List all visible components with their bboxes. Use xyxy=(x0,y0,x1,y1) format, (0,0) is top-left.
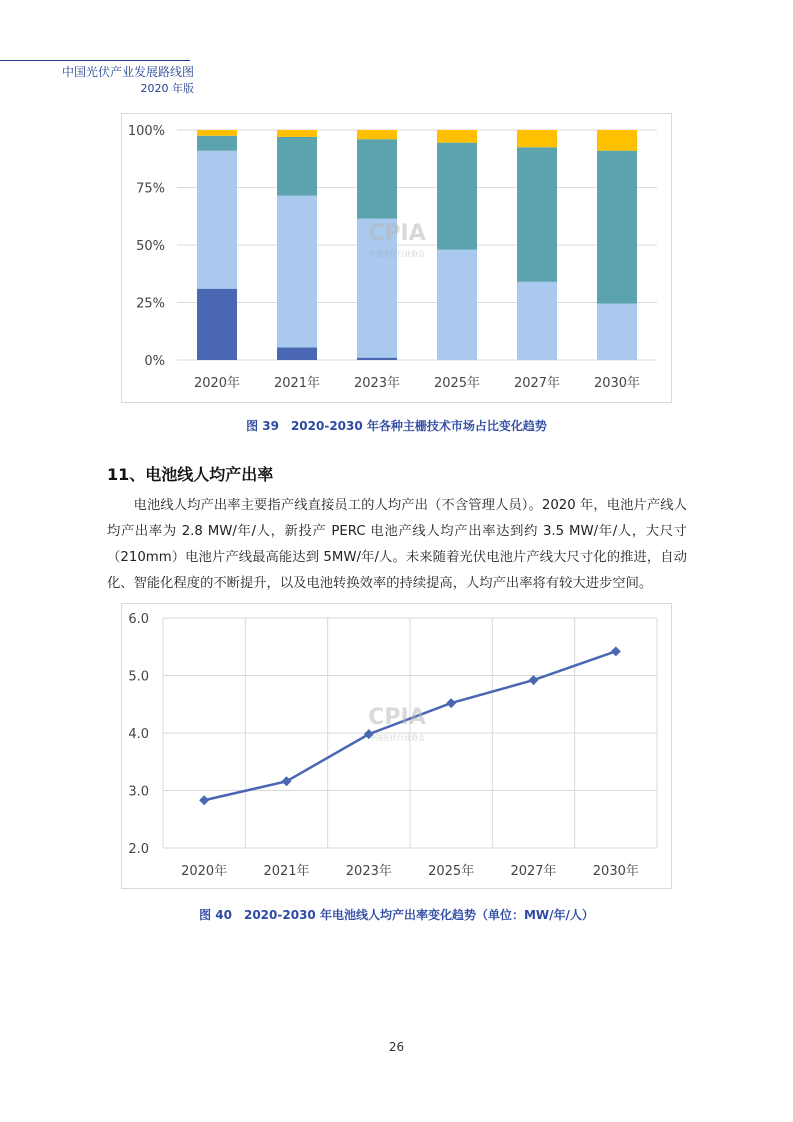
figure39-chart xyxy=(121,113,672,403)
data-point xyxy=(199,795,209,805)
y-tick-label: 25% xyxy=(136,296,165,312)
x-tick-label: 2023年 xyxy=(345,864,392,879)
bar-segment-s3 xyxy=(277,137,317,196)
y-tick-label: 75% xyxy=(136,181,165,197)
x-tick-label: 2021年 xyxy=(273,376,321,391)
data-point xyxy=(446,698,456,708)
bar-segment-s2 xyxy=(597,304,637,360)
y-tick-label: 4.0 xyxy=(128,727,149,742)
x-tick-label: 2020年 xyxy=(181,864,228,879)
y-tick-label: 0% xyxy=(144,354,165,369)
bar-segment-s3 xyxy=(517,147,557,282)
y-tick-label: 5.0 xyxy=(128,669,149,685)
bar-segment-s4 xyxy=(437,130,477,143)
x-tick-label: 2021年 xyxy=(263,864,310,879)
section-heading: 11、电池线人均产出率 xyxy=(107,465,274,484)
figure39-svg xyxy=(122,114,671,402)
figure40-caption: 图 40 2020-2030 年电池线人均产出率变化趋势（单位：MW/年/人） xyxy=(199,908,594,922)
bar-segment-s2 xyxy=(517,282,557,360)
bar-segment-s1 xyxy=(357,358,397,360)
watermark-cn: 中国光伏行业协会 xyxy=(369,734,425,742)
bar-segment-s4 xyxy=(597,130,637,151)
x-tick-label: 2023年 xyxy=(353,376,401,391)
x-tick-label: 2025年 xyxy=(433,376,481,391)
x-tick-label: 2025年 xyxy=(428,864,475,879)
x-tick-label: 2027年 xyxy=(513,376,561,391)
bar-segment-s4 xyxy=(277,130,317,137)
bar-segment-s3 xyxy=(357,139,397,218)
data-point xyxy=(611,646,621,656)
watermark-logo: CPIA xyxy=(368,705,426,730)
watermark xyxy=(368,705,425,742)
bar-segment-s2 xyxy=(437,250,477,360)
bar-segment-s4 xyxy=(357,130,397,139)
y-tick-label: 3.0 xyxy=(128,784,149,800)
bar-segment-s2 xyxy=(197,151,237,289)
y-tick-label: 2.0 xyxy=(128,842,149,857)
figure40-svg xyxy=(122,604,671,888)
watermark-cn: 中国光伏行业协会 xyxy=(369,250,425,258)
header-rule xyxy=(0,60,190,61)
section-paragraph: 电池线人均产出率主要指产线直接员工的人均产出（不含管理人员）。2020 年，电池片产线人均产出率为 2.8 MW/年/人，新投产 PERC 电池产线人均产出率达到约 3.5 MW/年/人，大尺寸（210mm）电池片产线最高能达到 5MW/年/人。未来随着光伏电池片产线大尺寸化的推进，自动化、智能化程度的不断提升，以及电池转换效率的持续提高，人均产出率将有较大进步空间。 xyxy=(107,498,687,591)
y-tick-label: 6.0 xyxy=(128,612,149,627)
bar-segment-s4 xyxy=(197,130,237,136)
header-subtitle: 2020 年版 xyxy=(140,82,194,95)
bar-segment-s4 xyxy=(517,130,557,147)
bar-segment-s1 xyxy=(277,347,317,360)
x-tick-label: 2030年 xyxy=(592,864,639,879)
bar-segment-s1 xyxy=(197,289,237,360)
watermark xyxy=(368,221,425,258)
data-point xyxy=(529,675,539,685)
x-tick-label: 2020年 xyxy=(193,376,241,391)
page-number: 26 xyxy=(388,1040,405,1054)
figure39-caption: 图 39 2020-2030 年各种主栅技术市场占比变化趋势 xyxy=(246,419,547,433)
x-tick-label: 2030年 xyxy=(593,376,641,391)
figure40-chart xyxy=(121,603,672,889)
data-point xyxy=(282,776,292,786)
y-tick-label: 50% xyxy=(136,239,165,254)
bar-segment-s3 xyxy=(197,136,237,151)
y-tick-label: 100% xyxy=(127,124,165,139)
bar-segment-s2 xyxy=(277,196,317,348)
bar-segment-s3 xyxy=(437,143,477,250)
watermark-logo: CPIA xyxy=(368,221,426,246)
bar-segment-s3 xyxy=(597,151,637,304)
x-tick-label: 2027年 xyxy=(510,864,557,879)
header-title: 中国光伏产业发展路线图 xyxy=(61,65,194,79)
